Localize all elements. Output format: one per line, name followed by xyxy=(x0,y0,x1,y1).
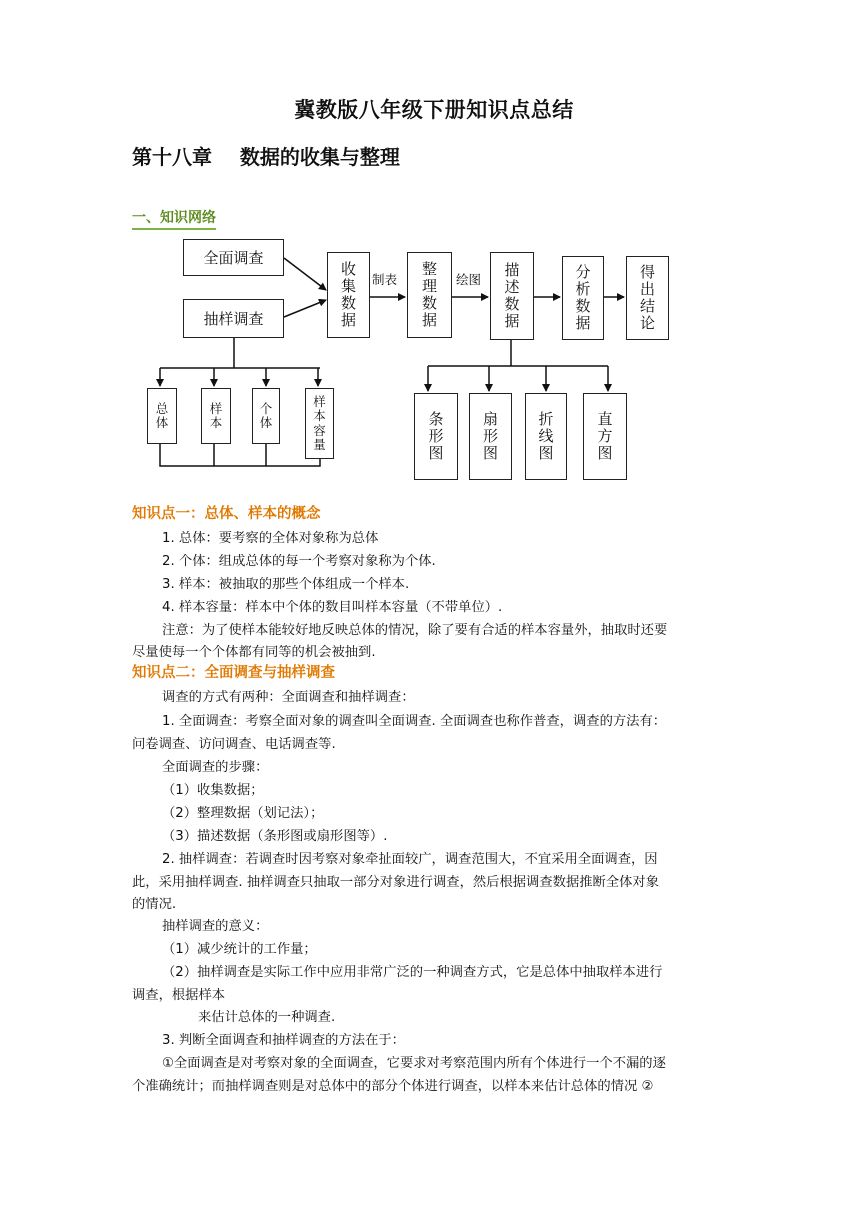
kp2-p2-line-3: 的情况. xyxy=(132,897,177,912)
document-title: 冀教版八年级下册知识点总结 xyxy=(294,98,574,122)
kp2-p3-line-1: ①全面调查是对考察对象的全面调查，它要求对考察范围内所有个体进行一个不漏的逐 xyxy=(162,1056,666,1071)
kp2-meaning-heading: 抽样调查的意义： xyxy=(162,919,269,934)
box-line-chart: 折线图 xyxy=(525,393,567,480)
box-sample-size: 样本容量 xyxy=(305,388,334,459)
box-population: 总体 xyxy=(147,388,177,444)
kp2-p3-line-2: 个准确统计；而抽样调查则是对总体中的部分个体进行调查，以样本来估计总体的情况 ② xyxy=(132,1079,654,1094)
kp2-meaning-2-line-1: （2）抽样调查是实际工作中应用非常广泛的一种调查方式，它是总体中抽取样本进行 xyxy=(162,965,663,980)
kp2-meaning-2-line-2: 调查，根据样本 xyxy=(132,988,226,1003)
kp2-p1-line-2: 问卷调查、访问调查、电话调查等. xyxy=(132,737,336,752)
kp2-step-3: （3）描述数据（条形图或扇形图等）. xyxy=(162,829,388,844)
kp2-p1-line-1: 1. 全面调查：考察全面对象的调查叫全面调查. 全面调查也称作普查，调查的方法有： xyxy=(162,714,667,729)
kp2-steps-heading: 全面调查的步骤： xyxy=(162,760,269,775)
kp1-note-line-2: 尽量使每一个个体都有同等的机会被抽到. xyxy=(132,645,376,660)
heading-knowledge-point-1: 知识点一：总体、样本的概念 xyxy=(132,506,321,522)
kp2-meaning-1: （1）减少统计的工作量； xyxy=(162,942,317,957)
chapter-title: 第十八章 数据的收集与整理 xyxy=(132,145,400,169)
box-analyze-data: 分析数据 xyxy=(562,256,604,340)
kp1-item-4: 4. 样本容量：样本中个体的数目叫样本容量（不带单位）. xyxy=(162,600,503,615)
kp2-p2-line-2: 此，采用抽样调查. 抽样调查只抽取一部分对象进行调查，然后根据调查数据推断全体对象 xyxy=(132,875,660,890)
box-sample-survey: 抽样调查 xyxy=(183,299,284,338)
kp2-p2-line-1: 2. 抽样调查：若调查时因考察对象牵扯面较广，调查范围大，不宜采用全面调查，因 xyxy=(162,852,658,867)
kp2-p3: 3. 判断全面调查和抽样调查的方法在于： xyxy=(162,1033,405,1048)
box-individual: 个体 xyxy=(252,388,280,444)
box-describe-data: 描述数据 xyxy=(490,252,534,340)
box-collect-data: 收集数据 xyxy=(327,252,370,338)
section-heading-knowledge-network: 一、知识网络 xyxy=(132,207,216,230)
label-draw: 绘图 xyxy=(456,272,482,287)
box-pie-chart: 扇形图 xyxy=(469,393,512,480)
box-draw-conclusion: 得出结论 xyxy=(626,256,669,340)
kp2-intro: 调查的方式有两种：全面调查和抽样调查： xyxy=(162,690,415,705)
kp1-item-1: 1. 总体：要考察的全体对象称为总体 xyxy=(162,531,379,546)
arrow-sample-to-collect xyxy=(284,300,326,317)
connector-concepts-bottom xyxy=(160,444,320,466)
kp1-note-line-1: 注意：为了使样本能较好地反映总体的情况，除了要有合适的样本容量外，抽取时还要 xyxy=(162,623,668,638)
heading-knowledge-point-2: 知识点二：全面调查与抽样调查 xyxy=(132,665,335,681)
box-histogram: 直方图 xyxy=(583,393,627,480)
kp2-step-2: （2）整理数据（划记法）； xyxy=(162,806,324,821)
kp1-item-2: 2. 个体：组成总体的每一个考察对象称为个体. xyxy=(162,554,436,569)
box-full-survey: 全面调查 xyxy=(183,239,284,276)
kp1-item-3: 3. 样本：被抽取的那些个体组成一个样本. xyxy=(162,577,410,592)
kp2-meaning-2-line-3: 来估计总体的一种调查. xyxy=(198,1010,336,1025)
box-organize-data: 整理数据 xyxy=(407,252,452,338)
kp2-step-1: （1）收集数据； xyxy=(162,783,264,798)
label-tabulate: 制表 xyxy=(372,272,398,287)
arrow-full-to-collect xyxy=(284,258,326,290)
box-sample: 样本 xyxy=(201,388,231,444)
box-bar-chart: 条形图 xyxy=(414,393,458,480)
